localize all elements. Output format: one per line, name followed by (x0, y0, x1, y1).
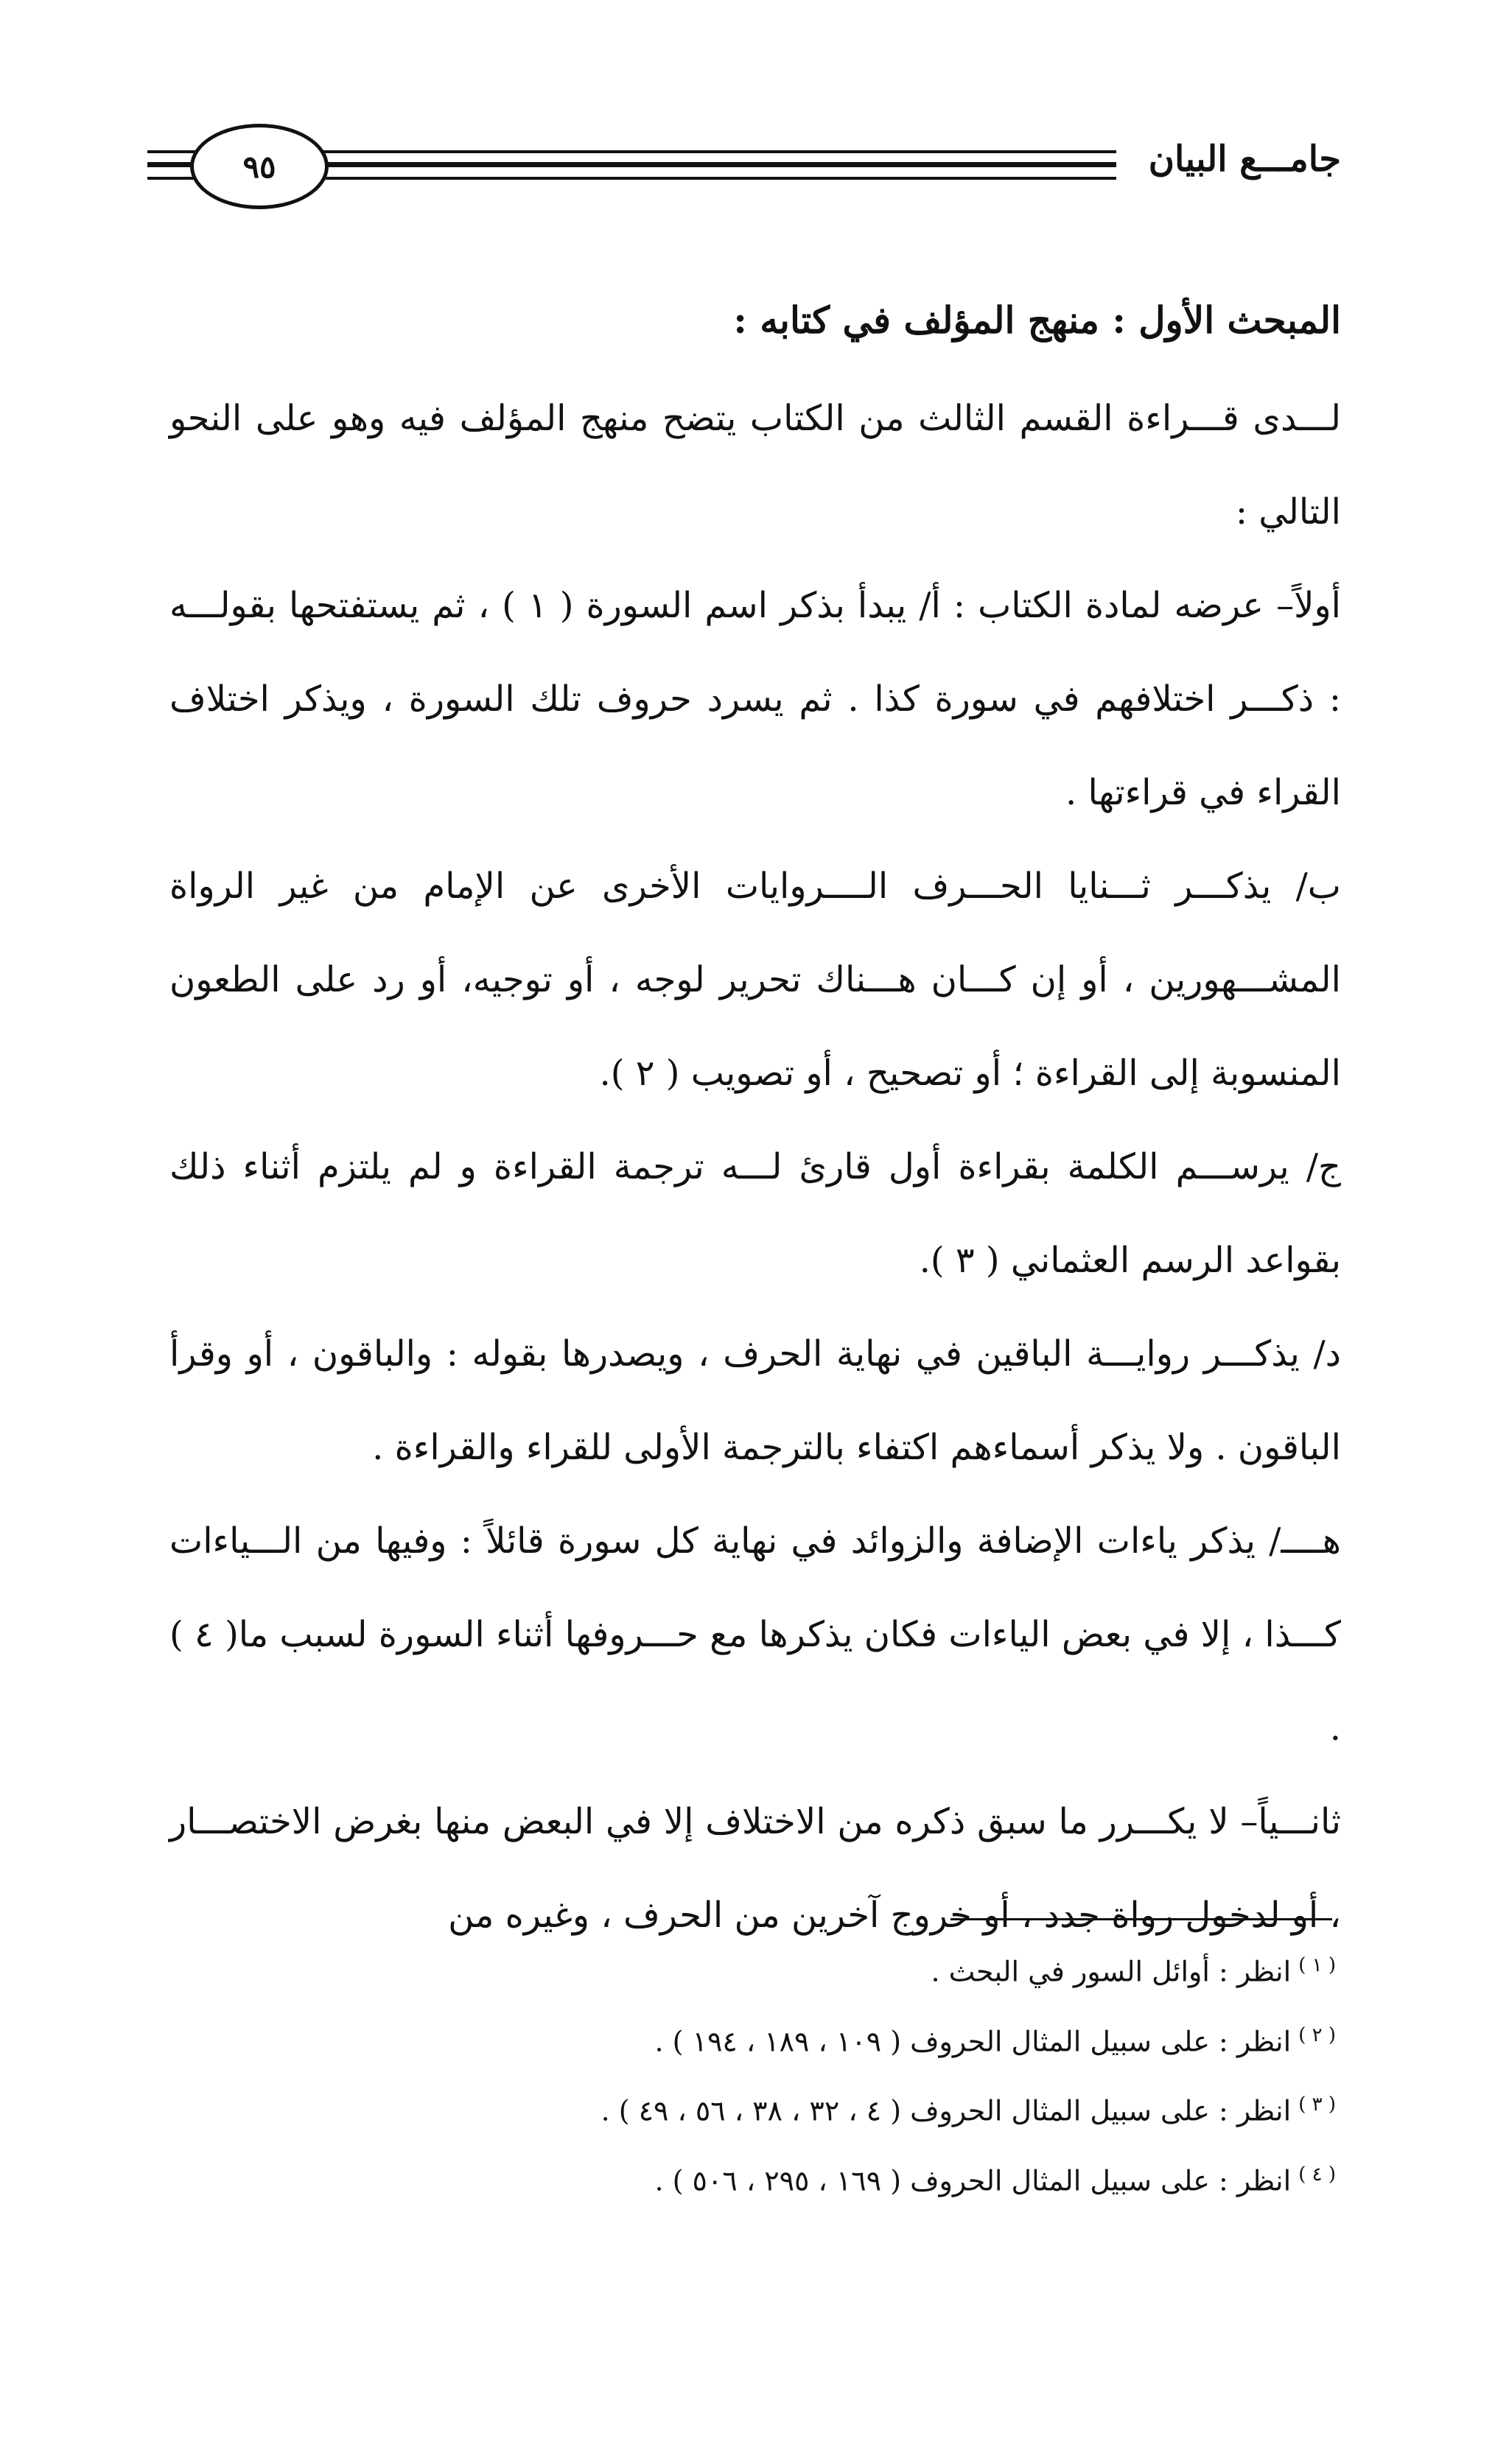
footnote-number: ( ٣ ) (1298, 2093, 1336, 2116)
main-text (169, 284, 1341, 1962)
footnote-text: انظر : أوائل السور في البحث . (931, 1955, 1292, 1988)
paragraph-intro: لـــدى قـــراءة القسم الثالث من الكتاب يتضح منهج المؤلف فيه وهو على النحو التالي : (169, 398, 1341, 533)
footnote-number: ( ٤ ) (1298, 2163, 1336, 2186)
footnote-text: انظر : على سبيل المثال الحروف ( ٤ ، ٣٢ ، ٣٨ ، ٥٦ ، ٤٩ ) . (601, 2094, 1292, 2127)
paragraph-first-point: أولاً– عرضه لمادة الكتاب : أ/ يبدأ بذكر اسم السورة ( ١ ) ، ثم يستفتحها بقولـــه : ذكـــر اختلافهم في سورة كذا . ثم يسرد حروف تلك السورة ، ويذكر اختلاف القراء في قراءتها . (169, 585, 1341, 813)
footnote-3 (304, 2073, 1336, 2143)
paragraph-point-c: ج/ يرســـم الكلمة بقراءة أول قارئ لـــه ترجمة القراءة و لم يلتزم أثناء ذلك بقواعد الرسم العثماني ( ٣ ). (169, 1146, 1341, 1281)
section-heading: المبحث الأول : منهج المؤلف في كتابه : (733, 298, 1341, 342)
paragraph-point-e: هــــ/ يذكر ياءات الإضافة والزوائد في نهاية كل سورة قائلاً : وفيها من الـــياءات كـــذا ، إلا في بعض الياءات فكان يذكرها مع حـــروفها أثناء السورة لسبب ما( ٤ ) . (169, 1520, 1342, 1749)
paragraph-point-d: د/ يذكـــر روايـــة الباقين في نهاية الحرف ، ويصدرها بقوله : والباقون ، أو وقرأ الباقون . ولا يذكر أسماءهم اكتفاء بالترجمة الأولى للقراء والقراءة . (169, 1333, 1341, 1468)
footnote-text: انظر : على سبيل المثال الحروف ( ١٠٩ ، ١٨٩ ، ١٩٤ ) . (654, 2025, 1292, 2058)
footnote-2 (304, 2004, 1336, 2074)
footnote-1 (304, 1934, 1336, 2004)
paragraph-second-point: ثانـــياً– لا يكـــرر ما سبق ذكره من الاختلاف إلا في البعض منها بغرض الاختصـــار ، أو لدخول رواة جدد ، أو خروج آخرين من الحرف ، وغيره من (169, 1801, 1341, 1936)
paragraph-point-b: ب/ يذكـــر ثـــنايا الحـــرف الــــروايات الأخرى عن الإمام من غير الرواة المشـــهورين ، أو إن كـــان هـــناك تحرير لوجه ، أو توجيه، أو رد على الطعون المنسوبة إلى القراءة ؛ أو تصحيح ، أو تصويب ( ٢ ). (169, 866, 1342, 1094)
running-title: جامـــع البيان (1141, 138, 1348, 180)
footnote-4 (304, 2143, 1336, 2213)
footnote-separator (950, 1918, 1332, 1920)
footnote-number: ( ١ ) (1298, 1954, 1336, 1976)
footnotes (304, 1934, 1336, 2213)
footnote-text: انظر : على سبيل المثال الحروف ( ١٦٩ ، ٢٩٥ ، ٥٠٦ ) . (654, 2164, 1292, 2197)
page-number: ٩٥ (190, 124, 329, 209)
page-header (0, 0, 1509, 221)
footnote-number: ( ٢ ) (1298, 2024, 1336, 2046)
